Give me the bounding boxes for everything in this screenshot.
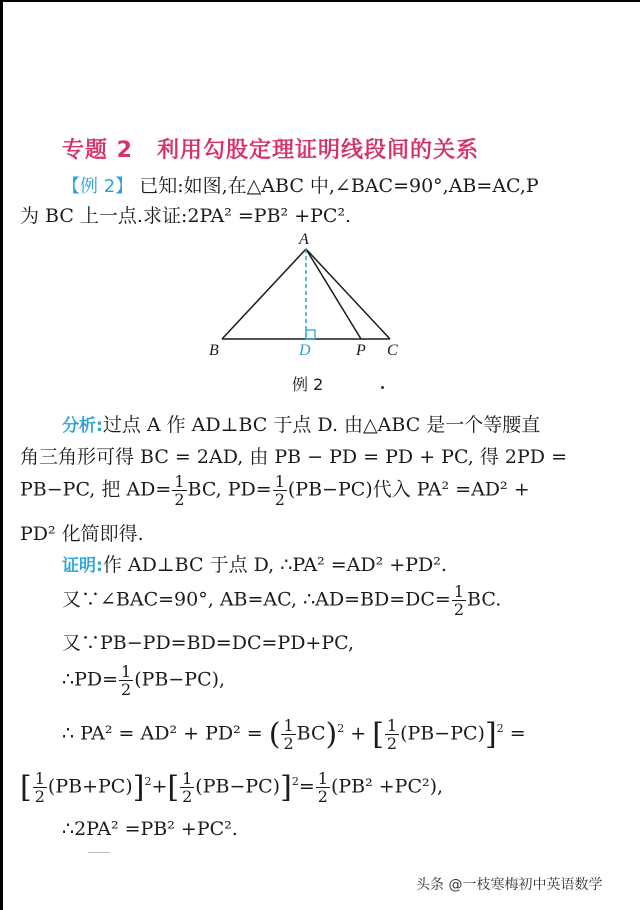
proof-text-4b: (PB−PC), (134, 668, 226, 691)
proof-text-6a: (PB+PC) (47, 775, 133, 798)
fraction-half: $\frac{1}{2}$ (283, 716, 294, 753)
proof-line-7: ∴2PA² =PB² +PC². (62, 818, 238, 840)
proof-text-5b: BC (296, 722, 326, 745)
fraction-half: $\frac{1}{2}$ (453, 582, 465, 619)
analysis-line-4: PD² 化简即得. (20, 523, 144, 545)
scan-border-left (0, 0, 3, 910)
section-title (62, 133, 479, 164)
proof-text-4a: ∴PD= (62, 668, 119, 691)
watermark: 头条 @一枝寒梅初中英语数学 (416, 877, 603, 893)
proof-line-5: ∴ PA² = AD² + PD² = ( $\frac{1}{2}$ BC)$^2$ + [ $\frac{1}{2}$ (PB−PC)]$^2$ = (62, 716, 526, 753)
analysis-text-3b: BC, PD= (187, 478, 272, 501)
speck (381, 386, 384, 389)
analysis-line-3 (20, 473, 530, 508)
proof-line-1 (62, 550, 447, 577)
analysis-line-2: 角三角形可得 BC = 2AD, 由 PB − PD = PD + PC, 得 2PD = (20, 446, 567, 468)
example-line-1 (62, 171, 539, 198)
example-tag: 【例 2】 (62, 176, 134, 197)
fraction-half: $\frac{1}{2}$ (386, 716, 398, 753)
fraction-half: $\frac{1}{2}$ (121, 662, 132, 699)
fraction-half: $\frac{1}{2}$ (174, 472, 185, 509)
fraction-half: $\frac{1}{2}$ (34, 769, 45, 806)
analysis-line-1 (62, 410, 540, 437)
proof-label: 证明: (62, 556, 103, 576)
proof-line-4 (62, 663, 225, 698)
analysis-text-3c: (PB−PC)代入 PA² =AD² + (287, 478, 530, 501)
proof-text-5a: ∴ PA² = AD² + PD² = (62, 722, 269, 745)
example-text-1: 已知:如图,在△ABC 中,∠BAC=90°,AB=AC,P (133, 175, 539, 197)
section-title-text: 利用勾股定理证明线段间的关系 (156, 138, 479, 163)
section-number: 专题 2 (62, 138, 133, 163)
proof-line-2 (62, 583, 501, 618)
fraction-half: $\frac{1}{2}$ (274, 472, 285, 509)
label-B: B (209, 342, 219, 359)
fraction-half: $\frac{1}{2}$ (317, 769, 328, 806)
scan-border-top (0, 0, 640, 2)
label-P: P (356, 342, 366, 359)
proof-text-2a: 又∵∠BAC=90°, AB=AC, ∴AD=BD=DC= (62, 588, 451, 611)
proof-text-5c: (PB−PC) (400, 722, 485, 745)
proof-text-6b: (PB−PC) (195, 775, 281, 798)
example-line-2: 为 BC 上一点.求证:2PA² =PB² +PC². (20, 205, 352, 227)
label-C: C (387, 342, 398, 359)
analysis-text-3a: PB−PC, 把 AD= (20, 478, 172, 501)
proof-line-3: 又∵PB−PD=BD=DC=PD+PC, (62, 632, 355, 654)
figure-caption: 例 2 (292, 375, 324, 394)
proof-text-2b: BC. (467, 588, 502, 611)
label-D: D (299, 342, 311, 359)
print-mark (88, 852, 110, 853)
proof-line-6: [ $\frac{1}{2}$ (PB+PC)]$^2$+[ $\frac{1}{2}$ (PB−PC)]$^2$= $\frac{1}{2}$ (PB² +PC²), (20, 769, 444, 806)
proof-text-6c: (PB² +PC²), (330, 775, 444, 798)
analysis-label: 分析: (62, 416, 103, 436)
proof-text-1: 作 AD⊥BC 于点 D, ∴PA² =AD² +PD². (102, 554, 447, 576)
analysis-text-1: 过点 A 作 AD⊥BC 于点 D. 由△ABC 是一个等腰直 (102, 414, 541, 436)
label-A: A (299, 231, 309, 248)
fraction-half: $\frac{1}{2}$ (182, 769, 193, 806)
